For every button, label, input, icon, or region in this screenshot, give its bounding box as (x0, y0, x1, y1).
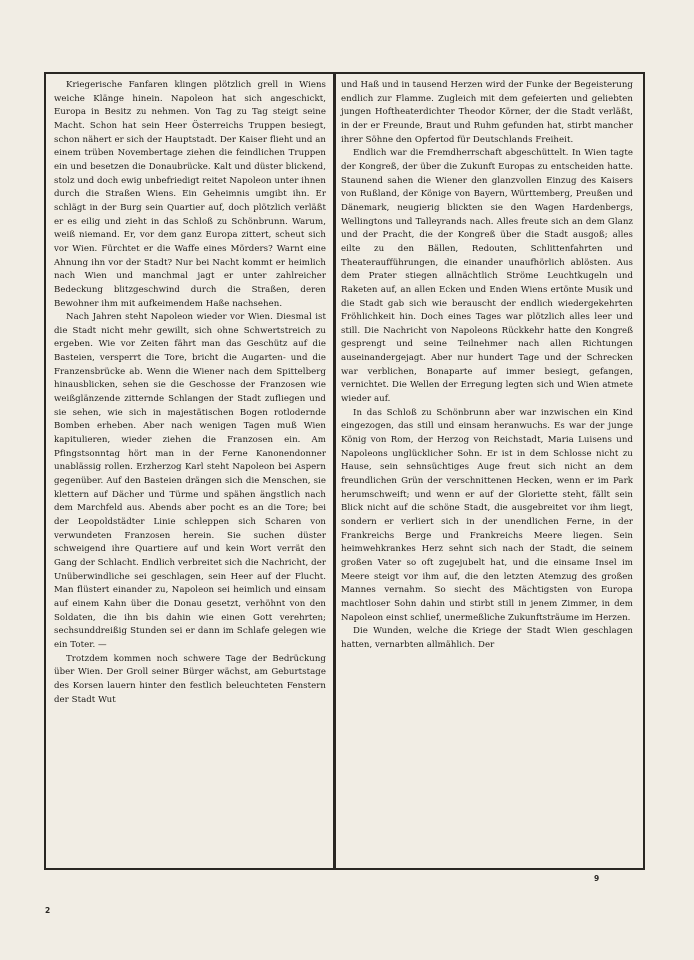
right-text-column (341, 79, 633, 653)
page-number: 9 (594, 874, 600, 883)
paragraph-kongress: Endlich war die Fremdherrschaft abgeschüttelt. In Wien tagte der Kongreß, der über die Zukunft Europas zu entscheiden hatte. Staunend sahen die Wiener den glanzvollen Einzug des Kaisers von Rußland, der Könige von Bayern, Württemberg, Preußen und Dänemark, neugierig blickten sie den Wagen Hardenbergs, Wellingtons und Talleyrands nach. Alles freute sich an dem Glanz und der Pracht, die der Kongreß über die Stadt ausgoß; alles eilte zu den Bällen, Redouten, Schlittenfahrten und Theateraufführungen, die einander unaufhörlich ablösten. Aus dem Prater stiegen allnächtlich Ströme Leuchtkugeln und Raketen auf, an allen Ecken und Enden Wiens ertönte Musik und die Stadt gab sich wie berauscht der endlich wiedergekehrten Fröhlichkeit hin. Doch eines Tages war plötzlich alles leer und still. Die Nachricht von Napoleons Rückkehr hatte den Kongreß gesprengt und seine Teilnehmer nach allen Richtungen auseinandergejagt. Aber nur hundert Tage und der Schrecken war verblichen, Bonaparte auf immer besiegt, gefangen, vernichtet. Die Wellen der Erregung legten sich und Wien atmete wieder auf. (341, 148, 633, 405)
paragraph-napoleon-in-wien: Kriegerische Fanfaren klingen plötzlich grell in Wiens weiche Klänge hinein. Napoleon hat sich angeschickt, Europa in Besitz zu nehmen. Von Tag zu Tag steigt seine Macht. Schon hat sein Heer Österreichs Truppen besiegt, schon nähert er sich der Hauptstadt. Der Kaiser flieht und an einem trüben Novembertage ziehen die feindlichen Truppen ein und besetzen die Donaubrücke. Kalt und düster blickend, stolz und doch ewig unbefriedigt reitet Napoleon unter ihnen durch die Straßen Wiens. Ein Geheimnis umgibt ihn. Er schlägt in der Burg sein Quartier auf, doch plötzlich verläßt er es eilig und zieht in das Schloß zu Schönbrunn. Warum, weiß niemand. Er, vor dem ganz Europa zittert, scheut sich vor Wien. Fürchtet er die Waffe eines Mörders? Warnt eine Ahnung ihn vor der Stadt? Nur bei Nacht kommt er heimlich nach Wien und manchmal jagt er unter zahlreicher Bedeckung blitzgeschwind durch die Straßen, deren Bewohner ihm mit aufkeimendem Haße nachsehen. (54, 80, 326, 309)
left-text-column (54, 79, 326, 707)
paragraph-wunden: Die Wunden, welche die Kriege der Stadt Wien geschlagen hatten, vernarbten allmählich. Der (341, 626, 633, 650)
paragraph-begeisterung: und Haß und in tausend Herzen wird der Funke der Begeisterung endlich zur Flamme. Zugleich mit dem gefeierten und geliebten jungen Hoftheaterdichter Theodor Körner, der die Stadt verläßt, in der er Freunde, Braut und Ruhm gefunden hat, stirbt mancher ihrer Söhne den Opfertod für Deutschlands Freiheit. (341, 80, 633, 145)
column-divider (333, 74, 336, 868)
paragraph-belagerung: Nach Jahren steht Napoleon wieder vor Wien. Diesmal ist die Stadt nicht mehr gewillt, sich ohne Schwertstreich zu ergeben. Wie vor Zeiten fährt man das Geschütz auf die Basteien, versperrt die Tore, bricht die Augarten- und die Franzensbrücke ab. Wenn die Wiener nach dem Spittelberg hinausblicken, sehen sie die Geschosse der Franzosen wie weißglänzende zitternde Schlangen der Stadt zufliegen und sie sehen, wie sich in majestätischen Bogen rotlodernde Bomben erheben. Aber nach wenigen Tagen muß Wien kapitulieren, wieder ziehen die Franzosen ein. Am Pfingstsonntag hört man in der Ferne Kanonendonner unablässig rollen. Erzherzog Karl steht Napoleon bei Aspern gegenüber. Auf den Basteien drängen sich die Menschen, sie klettern auf Dächer und Türme und spähen ängstlich nach dem Marchfeld aus. Abends aber pocht es an die Tore; bei der Leopoldstädter Linie schleppen sich Scharen von verwundeten Franzosen herein. Sie suchen düster schweigend ihre Quartiere auf und kein Wort verrät den Gang der Schlacht. Endlich verbreitet sich die Nachricht, der Unüberwindliche sei geschlagen, sein Heer auf der Flucht. Man flüstert einander zu, Napoleon sei heimlich und einsam auf einem Kahn über die Donau gesetzt, verhöhnt von den Soldaten, die ihn bis dahin wie einen Gott verehrten; sechsunddreißig Stunden sei er dann im Schlafe gelegen wie ein Toter. — (54, 312, 326, 650)
sheet-number: 2 (45, 906, 51, 915)
paragraph-bedrueckung: Trotzdem kommen noch schwere Tage der Bedrückung über Wien. Der Groll seiner Bürger wächst, am Geburtstage des Korsen lauern hinter den festlich beleuchteten Fenstern der Stadt Wut (54, 653, 326, 705)
paragraph-herzog-von-reichstadt: In das Schloß zu Schönbrunn aber war inzwischen ein Kind eingezogen, das still und einsam heranwuchs. Es war der junge König von Rom, der Herzog von Reichstadt, Maria Luisens und Napoleons unglücklicher Sohn. Er ist in dem Schlosse nicht zu Hause, sein sehnsüchtiges Auge freut sich nicht an dem freundlichen Grün der verschnittenen Hecken, wenn er im Park herumschweift; und wenn er auf der Gloriette steht, fällt sein Blick nicht auf die schöne Stadt, die ausgebreitet vor ihm liegt, sondern er verliert sich in der unendlichen Ferne, in der Frankreichs Berge und Frankreichs Meere liegen. Sein heimwehkrankes Herz sehnt sich nach der Stadt, die seinem großen Vater so oft zugejubelt hat, und die einsame Insel im Meere steigt vor ihm auf, die den letzten Atemzug des großen Mannes vernahm. So siecht des Mächtigsten von Europa machtloser Sohn dahin und stirbt still in jenem Zimmer, in dem Napoleon einst schlief, unermeßliche Zukunftsträume im Herzen. (341, 407, 633, 623)
